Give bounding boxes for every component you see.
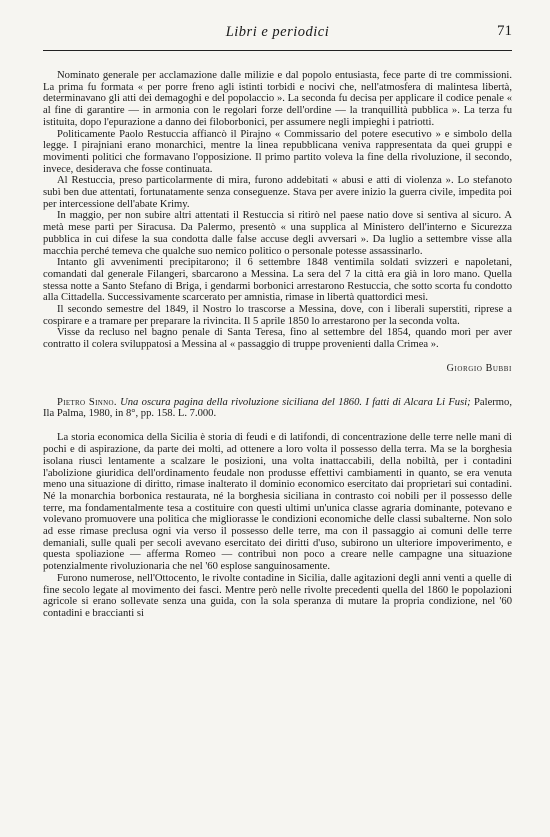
page-header — [43, 10, 512, 51]
paragraph: Politicamente Paolo Restuccia affiancò il Pirajno « Commissario del potere esecutivo » e simbolo della legge. I pirajniani erano monarchici, mentre la linea repubblicana veniva rappresentata da quei gruppi e movimenti politici che formavano l'opposizione. Il primo partito voleva la fine della rivoluzione, il secondo, invece, desiderava che fosse continuata. — [43, 128, 512, 175]
page-number: 71 — [497, 23, 512, 39]
review-text — [43, 432, 512, 619]
reviewer-signature: Giorgio Bubbi — [446, 362, 512, 374]
review-book-title: Una oscura pagina della rivoluzione siciliana del 1860. I fatti di Alcara Li Fusi; — [120, 396, 471, 408]
review-publication-info: Palermo, Ila Palma, 1980, in 8°, pp. 158. L. 7.000. — [43, 396, 512, 420]
paragraph: Nominato generale per acclamazione dalle milizie e dal popolo entusiasta, fece parte di tre commissioni. La prima fu formata « per porre freno agli istinti torbidi e nocivi che, nell'atmosfera di malintesa libertà, determinavano gli atti dei demagoghi e del popolaccio ». La seconda fu decisa per applicare il codice penale « al fine di garantire — in armonia con le regolari forze dell'ordine — la tranquillità pubblica ». La terza fu istituita, dopo l'epurazione a danno dei filoborbonici, per assumere negli impieghi i patriotti. — [43, 70, 512, 128]
paragraph: Al Restuccia, preso particolarmente di mira, furono addebitati « abusi e atti di violenza ». Lo stefanoto subì ben due attentati, fortunatamente senza conseguenze. Stava per avere inizio la guerra civile, impedita poi per intercessione dell'abate Krimy. — [43, 175, 512, 210]
running-title: Libri e periodici — [225, 24, 330, 40]
paragraph: Furono numerose, nell'Ottocento, le rivolte contadine in Sicilia, dalle agitazioni degli anni venti a quelle di fine secolo legate al movimento dei fasci. Mentre però nelle rivolte precedenti quella del 1860 le popolazioni agricole si erano sollevate senza una guida, con la sola speranza di mutare la propria condizione, nel '60 contadini e braccianti si — [43, 572, 512, 619]
paragraph: In maggio, per non subire altri attentati il Restuccia si ritirò nel paese natio dove si sentiva al sicuro. A metà mese partì per Siracusa. Da Palermo, presentò « una supplica al Ministero dell'interno e Sicurezza pubblica in cui difese la sua condotta dalle false accuse degli avversari ». Da luglio a settembre visse alla macchia perché temeva che qualche suo nemico politico o personale potesse assassinarlo. — [43, 210, 512, 257]
review-continuation — [43, 70, 512, 351]
book-page — [0, 10, 550, 837]
article-body — [43, 70, 512, 620]
review-author: Pietro Sinno. — [57, 396, 117, 408]
paragraph: La storia economica della Sicilia è storia di feudi e di latifondi, di concentrazione delle terre nelle mani di pochi e di aspirazione, da parte dei molti, ad ottenere a loro volta il possesso della terra. Ma se la borghesia isolana riuscì lentamente a scalzare le posizioni, una volta inattaccabili, della nobiltà, per i contadini l'abolizione giuridica dell'ordinamento feudale non produsse effettivi cambiamenti in quanto, se era venuta meno una situazione di diritto, rimase inalterato il dominio economico esercitato dai proprietari sui contadini. Né la monarchia borbonica restaurata, né la borghesia siciliana in contrasto coi nobili per il possesso delle terre, ma fondamentalmente tesa a costituire con questi ultimi un'unica classe agraria dominante, potevano e volevano promuovere una politica che migliorasse le condizioni economiche delle classi subalterne. Non solo ad esse rimase preclusa ogni via verso il possesso delle terre, ma con il passaggio ai comuni delle terre demaniali, sulle quali per secoli avevano esercitato dei diritti d'uso, subirono un ulteriore impoverimento, e questa spoliazione — afferma Romeo — contribuì non poco a creare nelle campagne una situazione potenzialmente rivoluzionaria che nel '60 esplose sanguinosamente. — [43, 432, 512, 573]
review-heading — [43, 397, 512, 421]
paragraph: Il secondo semestre del 1849, il Nostro lo trascorse a Messina, dove, con i liberali superstiti, riprese a cospirare e a tramare per preparare la rivincita. Il 5 aprile 1850 lo arrestarono per la seconda volta. — [43, 304, 512, 327]
paragraph: Visse da recluso nel bagno penale di Santa Teresa, fino al settembre del 1854, quando morì per aver contratto il colera sviluppatosi a Messina al « passaggio di truppe provenienti dalla Crimea ». — [43, 327, 512, 351]
paragraph: Intanto gli avvenimenti precipitarono; il 6 settembre 1848 ventimila soldati svizzeri e napoletani, comandati dal generale Filangeri, sbarcarono a Messina. La sera del 7 la città era già in loro mano. Quella stessa notte a Santo Stefano di Briga, i gendarmi borbonici arrestarono Restuccia, che sotto scorta fu condotto alla Cittadella. Successivamente scarcerato per amnistia, rimase in libertà quattordici mesi. — [43, 257, 512, 304]
